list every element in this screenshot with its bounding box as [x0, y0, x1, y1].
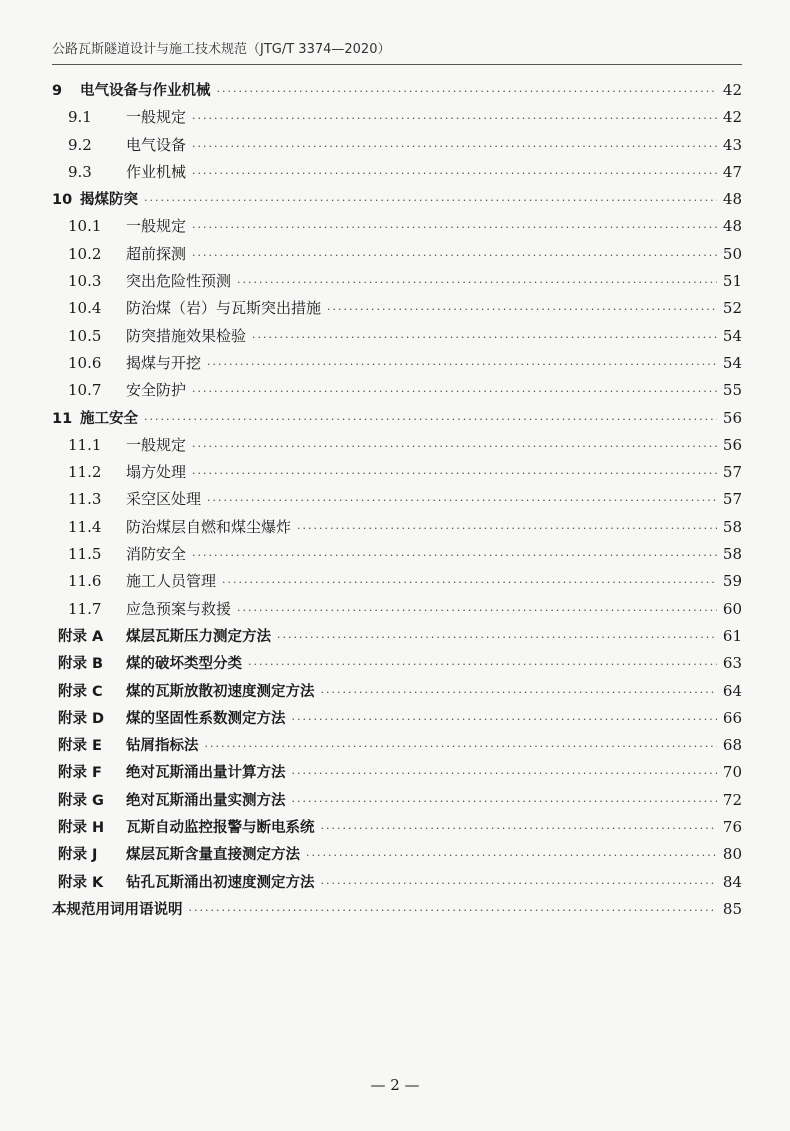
dot-leader — [207, 351, 717, 378]
toc-entry-section[interactable] — [52, 486, 742, 513]
toc-entry-appendix[interactable] — [52, 869, 742, 896]
toc-entry-number: 11.2 — [68, 463, 102, 482]
toc-entry-title: 应急预案与救援 — [126, 599, 232, 618]
toc-entry-number: 11.3 — [68, 490, 102, 509]
header-divider — [52, 64, 742, 65]
toc-entry-appendix[interactable] — [52, 841, 742, 868]
toc-entry-page: 70 — [722, 763, 742, 782]
toc-entry-number: 10.3 — [68, 272, 102, 291]
toc-entry-title: 绝对瓦斯涌出量实测方法 — [126, 792, 286, 809]
toc-entry-page: 61 — [722, 626, 742, 645]
toc-entry-number: 9.2 — [68, 135, 92, 154]
toc-entry-number: 附录 G — [58, 792, 104, 809]
toc-entry-number: 附录 D — [58, 710, 105, 727]
dot-leader — [192, 460, 717, 487]
toc-entry-page: 63 — [722, 654, 742, 673]
toc-entry-page: 80 — [722, 845, 742, 864]
toc-entry-section[interactable] — [52, 132, 742, 159]
toc-entry-title: 消防安全 — [126, 545, 187, 564]
toc-entry-page: 58 — [722, 545, 742, 564]
toc-entry-title: 本规范用词用语说明 — [52, 901, 183, 918]
toc-entry-appendix[interactable] — [52, 678, 742, 705]
dot-leader — [321, 679, 717, 706]
toc-entry-page: 43 — [722, 135, 742, 154]
toc-entry-page: 55 — [722, 381, 742, 400]
toc-entry-number: 附录 J — [58, 847, 98, 864]
toc-entry-title: 瓦斯自动监控报警与断电系统 — [126, 820, 315, 837]
toc-entry-page: 84 — [722, 872, 742, 891]
toc-entry-appendix[interactable] — [52, 814, 742, 841]
toc-entry-section[interactable] — [52, 514, 742, 541]
running-header: 公路瓦斯隧道设计与施工技术规范（JTG/T 3374—2020） — [52, 42, 391, 57]
toc-entry-number: 9.1 — [68, 108, 92, 127]
toc-entry-chapter[interactable] — [52, 186, 742, 213]
toc-entry-title: 塌方处理 — [126, 463, 187, 482]
toc-entry-appendix[interactable] — [52, 705, 742, 732]
toc-entry-title: 煤层瓦斯压力测定方法 — [126, 628, 271, 645]
toc-entry-page: 54 — [722, 326, 742, 345]
dot-leader — [192, 378, 717, 405]
toc-entry-section[interactable] — [52, 432, 742, 459]
toc-entry-number: 11.1 — [68, 435, 102, 454]
toc-entry-number: 11.7 — [68, 599, 102, 618]
toc-entry-page: 50 — [722, 244, 742, 263]
dot-leader — [297, 515, 717, 542]
dot-leader — [292, 760, 717, 787]
toc-entry-title: 电气设备与作业机械 — [80, 83, 211, 99]
toc-entry-section[interactable] — [52, 568, 742, 595]
toc-entry-appendix[interactable] — [52, 650, 742, 677]
toc-entry-section[interactable] — [52, 268, 742, 295]
toc-entry-title: 煤的瓦斯放散初速度测定方法 — [126, 683, 315, 700]
toc-entry-title: 采空区处理 — [126, 490, 202, 509]
toc-entry-section[interactable] — [52, 241, 742, 268]
toc-entry-page: 51 — [722, 272, 742, 291]
toc-entry-page: 48 — [722, 217, 742, 236]
toc-entry-misc[interactable] — [52, 896, 742, 923]
toc-entry-title: 防突措施效果检验 — [126, 326, 247, 345]
toc-entry-title: 作业机械 — [126, 162, 187, 181]
toc-entry-title: 防治煤层自燃和煤尘爆炸 — [126, 517, 292, 536]
toc-entry-title: 电气设备 — [126, 135, 187, 154]
toc-entry-number: 10 — [52, 192, 73, 209]
toc-entry-section[interactable] — [52, 350, 742, 377]
toc-entry-title: 绝对瓦斯涌出量计算方法 — [126, 765, 286, 782]
toc-entry-page: 42 — [722, 108, 742, 127]
toc-entry-number: 附录 F — [58, 765, 102, 782]
toc-entry-appendix[interactable] — [52, 787, 742, 814]
toc-entry-chapter[interactable] — [52, 77, 742, 104]
toc-entry-title: 煤的破坏类型分类 — [126, 656, 242, 673]
dot-leader — [192, 214, 717, 241]
toc-entry-number: 附录 A — [58, 628, 104, 645]
dot-leader — [292, 706, 717, 733]
toc-entry-title: 钻孔瓦斯涌出初速度测定方法 — [126, 874, 315, 891]
dot-leader — [207, 487, 717, 514]
toc-entry-number: 附录 K — [58, 874, 104, 891]
toc-entry-appendix[interactable] — [52, 732, 742, 759]
toc-entry-section[interactable] — [52, 541, 742, 568]
toc-entry-title: 一般规定 — [126, 435, 187, 454]
toc-entry-title: 揭煤防突 — [80, 192, 138, 209]
dot-leader — [192, 105, 717, 132]
toc-entry-title: 煤层瓦斯含量直接测定方法 — [126, 847, 300, 864]
toc-entry-page: 42 — [722, 81, 742, 99]
dot-leader — [144, 187, 717, 214]
toc-entry-title: 超前探测 — [126, 244, 187, 263]
toc-entry-number: 附录 B — [58, 656, 104, 673]
toc-entry-section[interactable] — [52, 323, 742, 350]
toc-entry-page: 66 — [722, 708, 742, 727]
dot-leader — [237, 597, 717, 624]
toc-entry-page: 68 — [722, 736, 742, 755]
toc-entry-title: 安全防护 — [126, 381, 187, 400]
toc-entry-page: 85 — [722, 899, 742, 918]
dot-leader — [192, 542, 717, 569]
toc-entry-page: 48 — [722, 190, 742, 209]
dot-leader — [237, 269, 717, 296]
toc-entry-number: 10.2 — [68, 244, 102, 263]
toc-entry-number: 10.5 — [68, 326, 102, 345]
toc-entry-title: 施工安全 — [80, 410, 138, 427]
toc-entry-page: 57 — [722, 490, 742, 509]
toc-entry-page: 57 — [722, 463, 742, 482]
toc-entry-page: 56 — [722, 435, 742, 454]
dot-leader — [192, 433, 717, 460]
toc-entry-title: 突出危险性预测 — [126, 272, 232, 291]
toc-entry-number: 11.5 — [68, 545, 102, 564]
toc-entry-title: 煤的坚固性系数测定方法 — [126, 710, 286, 727]
toc-entry-number: 10.7 — [68, 381, 102, 400]
toc-entry-section[interactable] — [52, 104, 742, 131]
dot-leader — [192, 242, 717, 269]
toc-entry-appendix[interactable] — [52, 623, 742, 650]
toc-entry-section[interactable] — [52, 377, 742, 404]
toc-entry-number: 9.3 — [68, 162, 92, 181]
toc-entry-section[interactable] — [52, 159, 742, 186]
dot-leader — [189, 897, 717, 924]
dot-leader — [205, 733, 717, 760]
page-number: — 2 — — [370, 1076, 420, 1094]
dot-leader — [321, 870, 717, 897]
toc-entry-page: 72 — [722, 790, 742, 809]
toc-entry-title: 施工人员管理 — [126, 572, 217, 591]
toc-entry-page: 64 — [722, 681, 742, 700]
dot-leader — [277, 624, 717, 651]
dot-leader — [252, 324, 717, 351]
toc-entry-title: 一般规定 — [126, 108, 187, 127]
toc-entry-page: 60 — [722, 599, 742, 618]
dot-leader — [192, 160, 717, 187]
toc-entry-section[interactable] — [52, 596, 742, 623]
dot-leader — [292, 788, 717, 815]
dot-leader — [248, 651, 717, 678]
toc-entry-page: 47 — [722, 162, 742, 181]
dot-leader — [306, 842, 717, 869]
toc-entry-section[interactable] — [52, 295, 742, 322]
dot-leader — [144, 406, 717, 433]
toc-entry-page: 54 — [722, 353, 742, 372]
toc-entry-number: 10.6 — [68, 353, 102, 372]
toc-entry-number: 11.6 — [68, 572, 102, 591]
toc-entry-number: 11.4 — [68, 517, 102, 536]
dot-leader — [327, 296, 717, 323]
toc-entry-page: 58 — [722, 517, 742, 536]
dot-leader — [321, 815, 717, 842]
toc-entry-section[interactable] — [52, 459, 742, 486]
toc-entry-number: 9 — [52, 83, 63, 99]
toc-entry-page: 52 — [722, 299, 742, 318]
toc-entry-number: 10.4 — [68, 299, 102, 318]
toc-entry-appendix[interactable] — [52, 759, 742, 786]
table-of-contents — [52, 77, 742, 923]
toc-entry-chapter[interactable] — [52, 405, 742, 432]
dot-leader — [222, 569, 717, 596]
dot-leader — [217, 78, 717, 105]
toc-entry-page: 59 — [722, 572, 742, 591]
toc-entry-title: 防治煤（岩）与瓦斯突出措施 — [126, 299, 322, 318]
toc-entry-title: 揭煤与开挖 — [126, 353, 202, 372]
toc-entry-number: 附录 E — [58, 738, 102, 755]
dot-leader — [192, 133, 717, 160]
toc-entry-number: 11 — [52, 410, 73, 427]
toc-entry-title: 钻屑指标法 — [126, 738, 199, 755]
toc-entry-number: 附录 C — [58, 683, 103, 700]
toc-entry-title: 一般规定 — [126, 217, 187, 236]
toc-entry-page: 56 — [722, 408, 742, 427]
toc-entry-number: 附录 H — [58, 820, 105, 837]
toc-entry-number: 10.1 — [68, 217, 102, 236]
toc-entry-section[interactable] — [52, 213, 742, 240]
toc-entry-page: 76 — [722, 818, 742, 837]
